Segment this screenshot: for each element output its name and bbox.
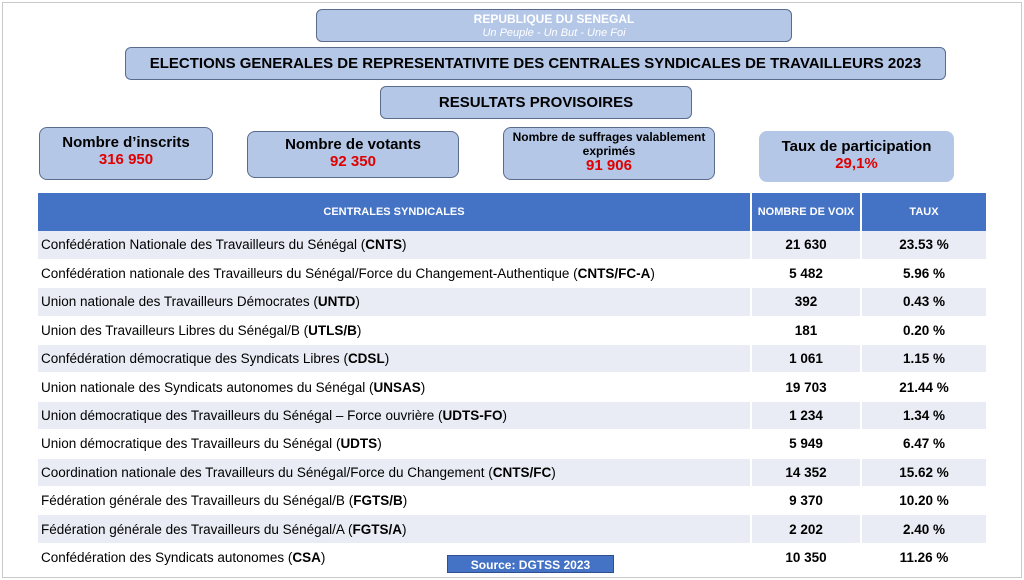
union-name-cell: Union démocratique des Travailleurs du Sénégal – Force ouvrière (UDTS-FO)	[38, 401, 751, 429]
taux-cell: 11.26 %	[861, 543, 986, 571]
stat-label: Taux de participation	[781, 138, 932, 155]
stat-participation	[759, 131, 954, 182]
republic-motto: Un Peuple - Un But - Une Foi	[482, 27, 626, 39]
stat-label: Nombre de suffrages valablement exprimés	[512, 130, 706, 158]
voix-cell: 1 234	[751, 401, 861, 429]
union-abbr: CNTS/FC	[492, 464, 552, 480]
union-name: Coordination nationale des Travailleurs du Sénégal/Force du Changement	[41, 464, 485, 480]
column-header-voix: NOMBRE DE VOIX	[751, 193, 861, 231]
table-row	[38, 430, 986, 458]
table-row	[38, 288, 986, 316]
union-name: Union démocratique des Travailleurs du Sénégal – Force ouvrière	[41, 408, 435, 424]
stat-votants	[247, 131, 459, 178]
union-name-cell: Confédération Nationale des Travailleurs du Sénégal (CNTS)	[38, 231, 751, 259]
union-name: Confédération des Syndicats autonomes	[41, 549, 285, 565]
stat-value: 29,1%	[835, 155, 878, 172]
voix-cell: 392	[751, 288, 861, 316]
table-row	[38, 316, 986, 344]
stat-value: 316 950	[98, 151, 154, 168]
stat-value: 92 350	[330, 153, 376, 170]
union-name: Union des Travailleurs Libres du Sénégal/B	[41, 322, 300, 338]
union-name-cell: Union démocratique des Travailleurs du Sénégal (UDTS)	[38, 430, 751, 458]
table-row	[38, 515, 986, 543]
table-row	[38, 458, 986, 486]
union-abbr: UDTS	[340, 436, 378, 452]
union-abbr: CDSL	[347, 351, 385, 367]
taux-cell: 5.96 %	[861, 259, 986, 287]
taux-cell: 15.62 %	[861, 458, 986, 486]
table-row	[38, 259, 986, 287]
union-abbr: UNTD	[317, 294, 356, 310]
column-header-centrales: CENTRALES SYNDICALES	[38, 193, 751, 231]
results-table	[38, 193, 986, 572]
page-title: ELECTIONS GENERALES DE REPRESENTATIVITE DES CENTRALES SYNDICALES DE TRAVAILLEURS 2023	[125, 47, 946, 80]
taux-cell: 10.20 %	[861, 487, 986, 515]
stat-label: Nombre de votants	[285, 136, 421, 153]
table-header-row	[38, 193, 986, 231]
union-name: Confédération démocratique des Syndicats Libres	[41, 351, 340, 367]
column-header-taux: TAUX	[861, 193, 986, 231]
table-row	[38, 373, 986, 401]
union-abbr: CNTS/FC-A	[577, 266, 651, 282]
union-name-cell: Union nationale des Travailleurs Démocrates (UNTD)	[38, 288, 751, 316]
union-name: Fédération générale des Travailleurs du Sénégal/A	[41, 521, 345, 537]
page-subtitle: RESULTATS PROVISOIRES	[380, 86, 692, 119]
stat-label: Nombre d’inscrits	[62, 134, 190, 151]
voix-cell: 5 482	[751, 259, 861, 287]
union-abbr: UNSAS	[373, 379, 421, 395]
taux-cell: 0.43 %	[861, 288, 986, 316]
taux-cell: 1.15 %	[861, 345, 986, 373]
voix-cell: 19 703	[751, 373, 861, 401]
union-abbr: CNTS	[365, 237, 402, 253]
union-name-cell: Confédération démocratique des Syndicats Libres (CDSL)	[38, 345, 751, 373]
republic-banner	[316, 9, 792, 42]
stat-inscrits	[39, 127, 213, 180]
taux-cell: 23.53 %	[861, 231, 986, 259]
voix-cell: 1 061	[751, 345, 861, 373]
union-name-cell: Fédération générale des Travailleurs du Sénégal/A (FGTS/A)	[38, 515, 751, 543]
union-name-cell: Union des Travailleurs Libres du Sénégal/B (UTLS/B)	[38, 316, 751, 344]
union-name-cell: Coordination nationale des Travailleurs du Sénégal/Force du Changement (CNTS/FC)	[38, 458, 751, 486]
taux-cell: 0.20 %	[861, 316, 986, 344]
table-row	[38, 401, 986, 429]
union-name: Confédération Nationale des Travailleurs du Sénégal	[41, 237, 357, 253]
union-name: Union démocratique des Travailleurs du Sénégal	[41, 436, 333, 452]
union-name: Fédération générale des Travailleurs du Sénégal/B	[41, 493, 345, 509]
stat-suffrages	[503, 127, 715, 180]
union-abbr: FGTS/A	[352, 521, 402, 537]
union-name-cell: Confédération nationale des Travailleurs du Sénégal/Force du Changement-Authentique (CNTS/FC-A)	[38, 259, 751, 287]
taux-cell: 6.47 %	[861, 430, 986, 458]
union-name: Union nationale des Travailleurs Démocrates	[41, 294, 310, 310]
voix-cell: 9 370	[751, 487, 861, 515]
union-name-cell: Union nationale des Syndicats autonomes du Sénégal (UNSAS)	[38, 373, 751, 401]
stat-value: 91 906	[586, 157, 632, 174]
union-name: Union nationale des Syndicats autonomes du Sénégal	[41, 379, 366, 395]
voix-cell: 181	[751, 316, 861, 344]
union-name-cell: Fédération générale des Travailleurs du Sénégal/B (FGTS/B)	[38, 487, 751, 515]
voix-cell: 5 949	[751, 430, 861, 458]
taux-cell: 21.44 %	[861, 373, 986, 401]
union-name-cell: Confédération des Syndicats autonomes (CSA)	[38, 543, 751, 571]
voix-cell: 2 202	[751, 515, 861, 543]
union-abbr: FGTS/B	[353, 493, 403, 509]
table-row	[38, 231, 986, 259]
union-name: Confédération nationale des Travailleurs du Sénégal/Force du Changement-Authentique	[41, 266, 570, 282]
union-abbr: CSA	[292, 549, 321, 565]
union-abbr: UTLS/B	[308, 322, 357, 338]
voix-cell: 21 630	[751, 231, 861, 259]
table-row	[38, 487, 986, 515]
source-label: Source: DGTSS 2023	[447, 555, 614, 573]
taux-cell: 1.34 %	[861, 401, 986, 429]
union-abbr: UDTS-FO	[442, 408, 503, 424]
republic-name: REPUBLIQUE DU SENEGAL	[473, 12, 635, 26]
voix-cell: 14 352	[751, 458, 861, 486]
table-row	[38, 345, 986, 373]
voix-cell: 10 350	[751, 543, 861, 571]
taux-cell: 2.40 %	[861, 515, 986, 543]
